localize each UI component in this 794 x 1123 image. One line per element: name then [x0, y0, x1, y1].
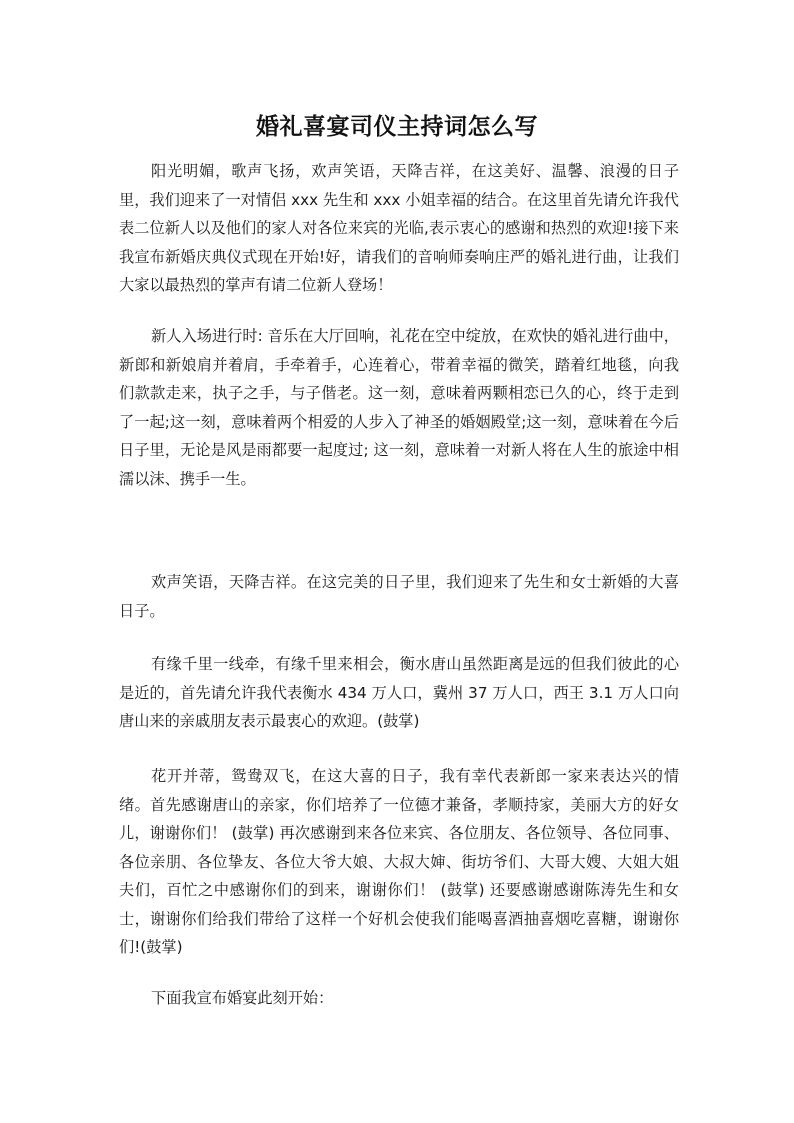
- paragraph-opening: 阳光明媚，歌声飞扬，欢声笑语，天降吉祥，在这美好、温馨、浪漫的日子里，我们迎来了一对情侣 xxx 先生和 xxx 小姐幸福的结合。在这里首先请允许我代表二位新人以及他们的家人对各位来宾的光临,表示衷心的感谢和热烈的欢迎!接下来我宣布新婚庆典仪式现在开始!好，请我们的音响师奏响庄严的婚礼进行曲，让我们大家以最热烈的掌声有请二位新人登场！: [119, 162, 679, 294]
- paragraph-thanks: 花开并蒂，鸳鸯双飞，在这大喜的日子，我有幸代表新郎一家来表达兴的情绪。首先感谢唐山的亲家，你们培养了一位德才兼备，孝顺持家，美丽大方的好女儿，谢谢你们！ (鼓掌) 再次感谢到来各位来宾、各位朋友、各位领导、各位同事、各位亲朋、各位挚友、各位大爷大娘、大叔大婶、街坊爷们、大哥大嫂、大姐大姐夫们，百忙之中感谢你们的到来，谢谢你们！ (鼓掌) 还要感谢感谢陈涛先生和女士，谢谢你们给我们带给了这样一个好机会使我们能喝喜酒抽喜烟吃喜糖，谢谢你们!(鼓掌): [119, 767, 679, 956]
- paragraph-greeting: 欢声笑语，天降吉祥。在这完美的日子里，我们迎来了先生和女士新婚的大喜日子。: [119, 573, 679, 620]
- paragraph-entrance: 新人入场进行时: 音乐在大厅回响，礼花在空中绽放，在欢快的婚礼进行曲中，新郎和新娘肩并着肩，手牵着手，心连着心，带着幸福的微笑，踏着红地毯，向我们款款走来，执子之手，与子偕老。这一刻，意味着两颗相恋已久的心，终于走到了一起;这一刻，意味着两个相爱的人步入了神圣的婚姻殿堂;这一刻，意味着在今后日子里，无论是风是雨都要一起度过; 这一刻，意味着一对新人将在人生的旅途中相濡以沫、携手一生。: [119, 327, 679, 488]
- page-title: 婚礼喜宴司仪主持词怎么写: [256, 114, 538, 140]
- paragraph-welcome-guests: 有缘千里一线牵，有缘千里来相会，衡水唐山虽然距离是远的但我们彼此的心是近的，首先请允许我代表衡水 434 万人口，冀州 37 万人口，西王 3.1 万人口向唐山来的亲戚朋友表示最衷心的欢迎。(鼓掌): [119, 655, 679, 730]
- paragraph-banquet-start: 下面我宣布婚宴此刻开始：: [151, 989, 334, 1007]
